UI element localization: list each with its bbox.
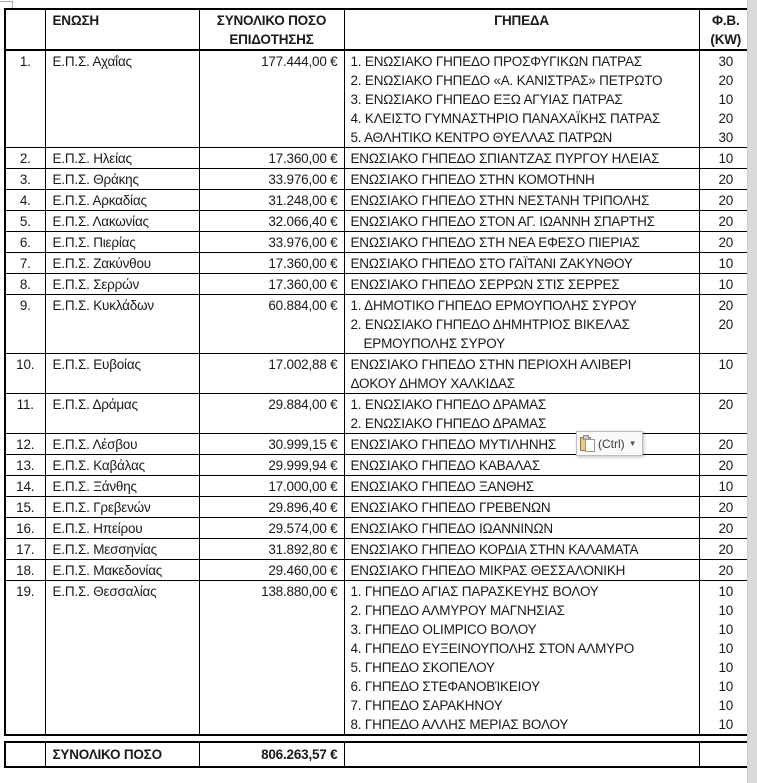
union-name: Ε.Π.Σ. Ξάνθης — [45, 476, 199, 497]
row-number: 9. — [5, 295, 45, 354]
row-number: 3. — [5, 169, 45, 190]
total-empty-stadiums-cell — [344, 742, 699, 767]
kw-value: 10 — [718, 698, 734, 713]
table-row — [5, 190, 753, 211]
kw-value: 20 — [718, 563, 734, 578]
kw-value: 10 — [718, 603, 734, 618]
stadium-line: 8. ΓΗΠΕΔΟ ΑΛΛΗΣ ΜΕΡΙΑΣ ΒΟΛΟΥ — [350, 717, 569, 732]
stadium-line: ΕΝΩΣΙΑΚΟ ΓΗΠΕΔΟ ΣΤΟ ΓΑΪΤΑΝΙ ΖΑΚΥΝΘΟΥ — [350, 256, 633, 271]
table-row — [5, 539, 753, 560]
table-row — [5, 518, 753, 539]
kw-value: 20 — [718, 172, 734, 187]
kw-value: 10 — [718, 256, 734, 271]
table-row — [5, 455, 753, 476]
stadiums-cell — [344, 560, 699, 581]
stadium-line: 7. ΓΗΠΕΔΟ ΣΑΡΑΚΗΝΟΥ — [350, 698, 503, 713]
page-edge-strip — [747, 0, 757, 783]
stadium-line: ΕΝΩΣΙΑΚΟ ΓΗΠΕΔΟ ΞΑΝΘΗΣ — [350, 479, 534, 494]
table-row — [5, 560, 753, 581]
table-row — [5, 581, 753, 736]
header-amount-line2: ΕΠΙΔΟΤΗΣΗΣ — [229, 32, 314, 47]
stadiums-cell — [344, 497, 699, 518]
kw-value: 30 — [718, 130, 734, 145]
subsidy-amount: 138.880,00 € — [199, 581, 344, 736]
subsidy-amount: 29.460,00 € — [199, 560, 344, 581]
stadium-line: ΕΝΩΣΙΑΚΟ ΓΗΠΕΔΟ ΣΤΗΝ ΝΕΣΤΑΝΗ ΤΡΙΠΟΛΗΣ — [350, 193, 650, 208]
stadium-line: ΔΟΚΟΥ ΔΗΜΟΥ ΧΑΛΚΙΔΑΣ — [350, 376, 515, 391]
kw-cell — [699, 274, 753, 295]
row-number: 16. — [5, 518, 45, 539]
row-number: 6. — [5, 232, 45, 253]
kw-cell — [699, 394, 753, 434]
kw-cell — [699, 232, 753, 253]
header-kw — [699, 9, 753, 50]
row-number: 11. — [5, 394, 45, 434]
kw-cell — [699, 148, 753, 169]
stadium-line: 1. ΔΗΜΟΤΙΚΟ ΓΗΠΕΔΟ ΕΡΜΟΥΠΟΛΗΣ ΣΥΡΟΥ — [350, 298, 637, 313]
stadiums-cell — [344, 434, 699, 455]
stadium-line: 4. ΚΛΕΙΣΤΟ ΓΥΜΝΑΣΤΗΡΙΟ ΠΑΝΑΧΑΪΚΗΣ ΠΑΤΡΑΣ — [350, 111, 661, 126]
kw-value: 20 — [718, 73, 734, 88]
subsidy-amount: 17.360,00 € — [199, 274, 344, 295]
total-empty-kw-cell — [699, 742, 753, 767]
header-union: ΕΝΩΣΗ — [45, 9, 199, 50]
table-row — [5, 253, 753, 274]
stadium-line: ΕΝΩΣΙΑΚΟ ΓΗΠΕΔΟ ΓΡΕΒΕΝΩΝ — [350, 500, 551, 515]
row-number: 14. — [5, 476, 45, 497]
kw-value: 20 — [718, 397, 734, 412]
header-kw-line1: Φ.Β. — [711, 13, 740, 28]
union-name: Ε.Π.Σ. Λέσβου — [45, 434, 199, 455]
stadium-line: 2. ΕΝΩΣΙΑΚΟ ΓΗΠΕΔΟ ΔΡΑΜΑΣ — [350, 416, 547, 431]
union-name: Ε.Π.Σ. Θράκης — [45, 169, 199, 190]
kw-value — [700, 374, 753, 393]
row-number: 15. — [5, 497, 45, 518]
kw-value: 20 — [718, 317, 734, 332]
kw-cell — [699, 560, 753, 581]
paste-options-label: (Ctrl) — [598, 436, 625, 451]
kw-value: 20 — [718, 542, 734, 557]
union-name: Ε.Π.Σ. Καβάλας — [45, 455, 199, 476]
kw-cell — [699, 455, 753, 476]
kw-value: 10 — [718, 584, 734, 599]
stadiums-cell — [344, 169, 699, 190]
chevron-down-icon[interactable]: ▼ — [628, 439, 637, 448]
stadium-line: ΕΝΩΣΙΑΚΟ ΓΗΠΕΔΟ ΚΟΡΔΙΑ ΣΤΗΝ ΚΑΛΑΜΑΤΑ — [350, 542, 639, 557]
table-row — [5, 497, 753, 518]
header-amount — [199, 9, 344, 50]
kw-cell — [699, 581, 753, 736]
subsidy-amount: 32.066,40 € — [199, 211, 344, 232]
row-number: 18. — [5, 560, 45, 581]
table-row — [5, 148, 753, 169]
kw-cell — [699, 169, 753, 190]
subsidy-amount: 29.884,00 € — [199, 394, 344, 434]
kw-value: 10 — [718, 357, 734, 372]
subsidy-amount: 31.248,00 € — [199, 190, 344, 211]
kw-value: 20 — [718, 437, 734, 452]
kw-value — [700, 414, 753, 433]
kw-value: 20 — [718, 214, 734, 229]
row-number: 12. — [5, 434, 45, 455]
kw-cell — [699, 50, 753, 148]
stadiums-cell — [344, 274, 699, 295]
stadium-line: ΕΝΩΣΙΑΚΟ ΓΗΠΕΔΟ ΣΠΙΑΝΤΖΑΣ ΠΥΡΓΟΥ ΗΛΕΙΑΣ — [350, 151, 660, 166]
row-number: 13. — [5, 455, 45, 476]
kw-value: 10 — [718, 277, 734, 292]
stadium-line: ΕΝΩΣΙΑΚΟ ΓΗΠΕΔΟ ΣΤΗ ΝΕΑ ΕΦΕΣΟ ΠΙΕΡΙΑΣ — [350, 235, 640, 250]
subsidy-amount: 17.360,00 € — [199, 148, 344, 169]
union-name: Ε.Π.Σ. Θεσσαλίας — [45, 581, 199, 736]
row-number: 2. — [5, 148, 45, 169]
kw-value: 20 — [718, 521, 734, 536]
stadium-line: 1. ΓΗΠΕΔΟ ΑΓΙΑΣ ΠΑΡΑΣΚΕΥΗΣ ΒΟΛΟΥ — [350, 584, 599, 599]
stadium-line: 5. ΓΗΠΕΔΟ ΣΚΟΠΕΛΟΥ — [350, 660, 495, 675]
total-label: ΣΥΝΟΛΙΚΟ ΠΟΣΟ — [45, 742, 199, 767]
kw-value: 30 — [718, 54, 734, 69]
stadium-line: 2. ΓΗΠΕΔΟ ΑΛΜΥΡΟΥ ΜΑΓΝΗΣΙΑΣ — [350, 603, 565, 618]
stadiums-cell — [344, 581, 699, 736]
union-name: Ε.Π.Σ. Μεσσηνίας — [45, 539, 199, 560]
stadiums-cell — [344, 211, 699, 232]
table-row — [5, 354, 753, 394]
union-name: Ε.Π.Σ. Γρεβενών — [45, 497, 199, 518]
paste-options-button[interactable] — [576, 431, 643, 456]
kw-value: 10 — [718, 479, 734, 494]
subsidy-amount: 177.444,00 € — [199, 50, 344, 148]
stadium-line: ΕΝΩΣΙΑΚΟ ΓΗΠΕΔΟ ΜΥΤΙΛΗΝΗΣ — [350, 437, 557, 452]
header-stadiums: ΓΗΠΕΔΑ — [344, 9, 699, 50]
subsidy-amount: 33.976,00 € — [199, 232, 344, 253]
kw-cell — [699, 211, 753, 232]
subsidy-amount: 17.002,88 € — [199, 354, 344, 394]
row-number: 17. — [5, 539, 45, 560]
kw-cell — [699, 253, 753, 274]
stadiums-cell — [344, 455, 699, 476]
stadiums-cell — [344, 190, 699, 211]
union-name: Ε.Π.Σ. Ηπείρου — [45, 518, 199, 539]
stadiums-cell — [344, 148, 699, 169]
kw-value: 10 — [718, 151, 734, 166]
table-row — [5, 50, 753, 148]
kw-cell — [699, 434, 753, 455]
row-number: 8. — [5, 274, 45, 295]
subsidy-amount: 29.999,94 € — [199, 455, 344, 476]
stadium-line: ΕΝΩΣΙΑΚΟ ΓΗΠΕΔΟ ΙΩΑΝΝΙΝΩΝ — [350, 521, 553, 536]
row-number: 5. — [5, 211, 45, 232]
stadium-line: ΕΝΩΣΙΑΚΟ ΓΗΠΕΔΟ ΣΤΗΝ ΚΟΜΟΤΗΝΗ — [350, 172, 595, 187]
stadium-line: 3. ΕΝΩΣΙΑΚΟ ΓΗΠΕΔΟ ΕΞΩ ΑΓΥΙΑΣ ΠΑΤΡΑΣ — [350, 92, 623, 107]
stadium-line: ΕΡΜΟΥΠΟΛΗΣ ΣΥΡΟΥ — [363, 336, 505, 351]
stadiums-cell — [344, 253, 699, 274]
kw-cell — [699, 518, 753, 539]
subsidy-amount: 60.884,00 € — [199, 295, 344, 354]
table-row — [5, 476, 753, 497]
kw-cell — [699, 354, 753, 394]
stadium-line: 1. ΕΝΩΣΙΑΚΟ ΓΗΠΕΔΟ ΠΡΟΣΦΥΓΙΚΩΝ ΠΑΤΡΑΣ — [350, 54, 642, 69]
stadiums-cell — [344, 394, 699, 434]
header-kw-line2: (KW) — [710, 32, 742, 47]
total-row — [5, 742, 753, 767]
kw-value: 10 — [718, 92, 734, 107]
kw-value: 20 — [718, 235, 734, 250]
stadium-line: 2. ΕΝΩΣΙΑΚΟ ΓΗΠΕΔΟ ΔΗΜΗΤΡΙΟΣ ΒΙΚΕΛΑΣ — [350, 317, 630, 332]
header-row — [5, 9, 753, 50]
stadium-line: 4. ΓΗΠΕΔΟ ΕΥΞΕΙΝΟΥΠΟΛΗΣ ΣΤΟΝ ΑΛΜΥΡΟ — [350, 641, 635, 656]
stadium-line: ΕΝΩΣΙΑΚΟ ΓΗΠΕΔΟ ΚΑΒΑΛΑΣ — [350, 458, 540, 473]
header-blank — [5, 9, 45, 50]
stadium-line: ΕΝΩΣΙΑΚΟ ΓΗΠΕΔΟ ΜΙΚΡΑΣ ΘΕΣΣΑΛΟΝΙΚΗ — [350, 563, 626, 578]
kw-value: 20 — [718, 458, 734, 473]
union-name: Ε.Π.Σ. Ευβοίας — [45, 354, 199, 394]
table-row — [5, 274, 753, 295]
stadiums-cell — [344, 354, 699, 394]
kw-value: 10 — [718, 717, 734, 732]
row-number: 4. — [5, 190, 45, 211]
table-row — [5, 232, 753, 253]
table-row — [5, 169, 753, 190]
stadiums-cell — [344, 295, 699, 354]
kw-value: 10 — [718, 641, 734, 656]
table-row — [5, 211, 753, 232]
kw-value: 20 — [718, 193, 734, 208]
kw-value: 20 — [718, 298, 734, 313]
row-number: 1. — [5, 50, 45, 148]
union-name: Ε.Π.Σ. Ηλείας — [45, 148, 199, 169]
header-amount-line1: ΣΥΝΟΛΙΚΟ ΠΟΣΟ — [216, 13, 327, 28]
kw-value: 20 — [718, 111, 734, 126]
stadium-line: ΕΝΩΣΙΑΚΟ ΓΗΠΕΔΟ ΣΤΟΝ ΑΓ. ΙΩΑΝΝΗ ΣΠΑΡΤΗΣ — [350, 214, 655, 229]
stadium-line: 3. ΓΗΠΕΔΟ OLIMPICO ΒΟΛΟΥ — [350, 622, 537, 637]
subsidy-amount: 30.999,15 € — [199, 434, 344, 455]
subsidy-amount: 29.896,40 € — [199, 497, 344, 518]
stadiums-cell — [344, 518, 699, 539]
total-blank-cell — [5, 742, 45, 767]
stadiums-cell — [344, 539, 699, 560]
union-name: Ε.Π.Σ. Πιερίας — [45, 232, 199, 253]
total-amount: 806.263,57 € — [199, 742, 344, 767]
stadium-line: 6. ΓΗΠΕΔΟ ΣΤΕΦΑΝΟΒΊΚΕΙΟΥ — [350, 679, 540, 694]
union-name: Ε.Π.Σ. Λακωνίας — [45, 211, 199, 232]
stadiums-cell — [344, 50, 699, 148]
subsidy-amount: 17.360,00 € — [199, 253, 344, 274]
stadium-line: 5. ΑΘΛΗΤΙΚΟ ΚΕΝΤΡΟ ΘΥΕΛΛΑΣ ΠΑΤΡΩΝ — [350, 130, 613, 145]
stadium-line: 1. ΕΝΩΣΙΑΚΟ ΓΗΠΕΔΟ ΔΡΑΜΑΣ — [350, 397, 547, 412]
subsidy-amount: 29.574,00 € — [199, 518, 344, 539]
subsidy-amount: 17.000,00 € — [199, 476, 344, 497]
union-name: Ε.Π.Σ. Ζακύνθου — [45, 253, 199, 274]
union-name: Ε.Π.Σ. Σερρών — [45, 274, 199, 295]
stadium-line: ΕΝΩΣΙΑΚΟ ΓΗΠΕΔΟ ΣΤΗΝ ΠΕΡΙΟΧΗ ΑΛΙΒΕΡΙ — [350, 357, 632, 372]
kw-cell — [699, 295, 753, 354]
union-name: Ε.Π.Σ. Μακεδονίας — [45, 560, 199, 581]
row-number: 10. — [5, 354, 45, 394]
row-number: 7. — [5, 253, 45, 274]
stadiums-cell — [344, 476, 699, 497]
kw-value: 10 — [718, 679, 734, 694]
union-name: Ε.Π.Σ. Κυκλάδων — [45, 295, 199, 354]
stadium-line: ΕΝΩΣΙΑΚΟ ΓΗΠΕΔΟ ΣΕΡΡΩΝ ΣΤΙΣ ΣΕΡΡΕΣ — [350, 277, 620, 292]
kw-value: 10 — [718, 660, 734, 675]
stadium-line: 2. ΕΝΩΣΙΑΚΟ ΓΗΠΕΔΟ «Α. ΚΑΝΙΣΤΡΑΣ» ΠΕΤΡΩΤΟ — [350, 73, 663, 88]
subsidy-table — [4, 8, 754, 736]
kw-cell — [699, 476, 753, 497]
table-row — [5, 394, 753, 434]
kw-value: 10 — [718, 622, 734, 637]
clipboard-icon — [580, 435, 595, 452]
kw-cell — [699, 190, 753, 211]
kw-cell — [699, 497, 753, 518]
subsidy-amount: 31.892,80 € — [199, 539, 344, 560]
union-name: Ε.Π.Σ. Αρκαδίας — [45, 190, 199, 211]
union-name: Ε.Π.Σ. Δράμας — [45, 394, 199, 434]
row-number: 19. — [5, 581, 45, 736]
subsidy-amount: 33.976,00 € — [199, 169, 344, 190]
kw-value: 20 — [718, 500, 734, 515]
kw-cell — [699, 539, 753, 560]
total-table — [4, 741, 754, 768]
stadiums-cell — [344, 232, 699, 253]
kw-value — [700, 334, 753, 353]
table-row — [5, 295, 753, 354]
union-name: Ε.Π.Σ. Αχαΐας — [45, 50, 199, 148]
